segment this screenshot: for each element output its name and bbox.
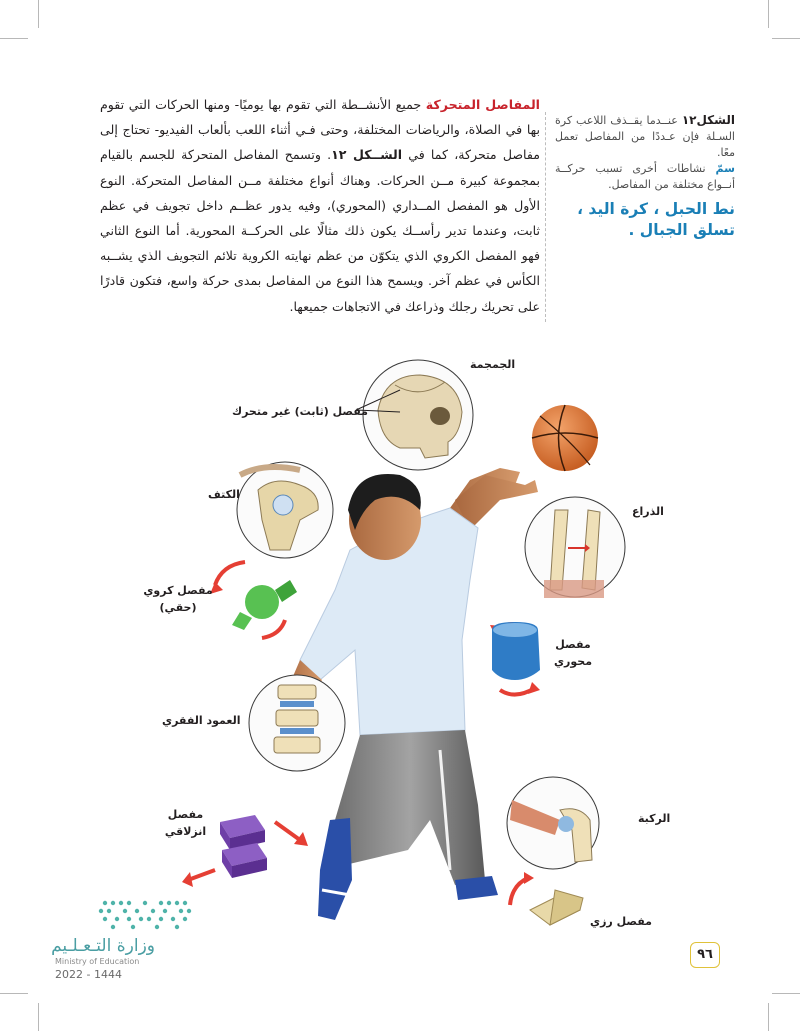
pivot-joint-label-line2: محوري <box>553 655 593 668</box>
ministry-dots-icon <box>97 895 207 933</box>
figure-caption-column <box>555 112 735 241</box>
figure-reference: الشــكل ١٢ <box>331 147 403 163</box>
arm-joint-icon <box>525 497 625 598</box>
arm-label: الذراع <box>632 505 664 518</box>
paragraph-part: . وتسمح المفاصل المتحركة للجسم بالقيام بمجموعة كبيرة مــن الحركات. وهناك أنواع مختلفة مــن المفاصل المتحركة. النوع الأول هو المفصل المــداري (المحوري)، وفيه يدور عظــم داخل تجويف في عظم ثابت، وعندما تدير رأســك يكون ذلك مثالًا على الحركــة المحورية. أما النوع الثاني فهو المفصل الكروي الذي يتكوّن من عظم نهايته الكروية تلائم التجويف الذي يشــبه الكأس في عظم آخر. ويسمح هذا النوع من المفاصل بمدى حركة واسع، فتكون قادرًا على تحريك رجلك وذراعك في الاتجاهات جميعها. <box>100 147 540 314</box>
crop-mark <box>768 1003 769 1031</box>
crop-mark <box>768 0 769 28</box>
pivot-joint-label <box>548 636 598 670</box>
ball-joint-model-icon <box>210 562 297 638</box>
shoulder-joint-icon <box>237 462 333 558</box>
caption-text: عنــدما يقــذف اللاعب كرة السـلة فإن عـددًا من المفاصل تعمل معًا. <box>555 114 735 159</box>
skull-icon <box>363 360 473 470</box>
spine-label: العمود الفقري <box>162 714 241 727</box>
crop-mark <box>772 38 800 39</box>
skull-label: الجمجمة <box>470 358 516 371</box>
section-title: المفاصل المتحركة <box>425 97 540 112</box>
question-label: سمّ <box>715 162 735 175</box>
paragraph-part: جميع الأنشــطة التي تقوم بها يوميًا- ومنها الحركات التي تقوم بها في الصلاة، والرياضات المختلفة، وحتى فـي أثناء اللعب بألعاب الفيديو- تحتاج إلى مفاصل متحركة، كما في <box>100 97 540 163</box>
gliding-joint-label-line1: مفصل <box>167 808 204 821</box>
ministry-name-english: Ministry of Education <box>55 957 140 966</box>
ministry-name-arabic: وزارة التـعـلـيم <box>51 936 155 956</box>
pivot-joint-model-icon <box>490 622 540 695</box>
spine-joint-icon <box>249 675 345 771</box>
shoulder-label: الكتف <box>208 488 240 501</box>
crop-mark <box>0 38 28 39</box>
knee-label: الركبة <box>638 812 671 825</box>
figure-label: الشكل١٢ <box>681 113 735 127</box>
knee-joint-icon <box>507 777 599 869</box>
figure-caption <box>555 112 735 193</box>
crop-mark <box>38 0 39 28</box>
page-number: ٩٦ <box>690 942 720 968</box>
ball-joint-label <box>138 582 218 616</box>
ball-joint-label-line1: مفصل كروي <box>143 584 213 597</box>
crop-mark <box>38 1003 39 1031</box>
question-text: نشاطات أخرى تسبب حركــة أنــواع مختلفة من المفاصل. <box>555 162 735 191</box>
gliding-joint-label-line2: انزلاقي <box>164 825 207 838</box>
ball-joint-label-line2: (حقي) <box>159 601 197 614</box>
gliding-joint-label <box>158 806 213 840</box>
figure-illustration <box>0 350 800 950</box>
hinge-joint-model-icon <box>510 872 583 925</box>
crop-mark <box>772 993 800 994</box>
hinge-joint-label: مفصل رزي <box>590 915 652 928</box>
crop-mark <box>0 993 28 994</box>
main-paragraph <box>100 92 540 319</box>
joints-figure <box>0 350 800 950</box>
edition-year: 2022 - 1444 <box>55 968 122 981</box>
answer-text: نط الحبل ، كرة اليد ، تسلق الجبال . <box>577 200 735 239</box>
column-divider <box>545 112 546 322</box>
fixed-joint-label: مفصل (ثابت) غير متحرك <box>232 405 368 418</box>
basketball-icon <box>532 405 598 471</box>
pivot-joint-label-line1: مفصل <box>555 638 591 651</box>
